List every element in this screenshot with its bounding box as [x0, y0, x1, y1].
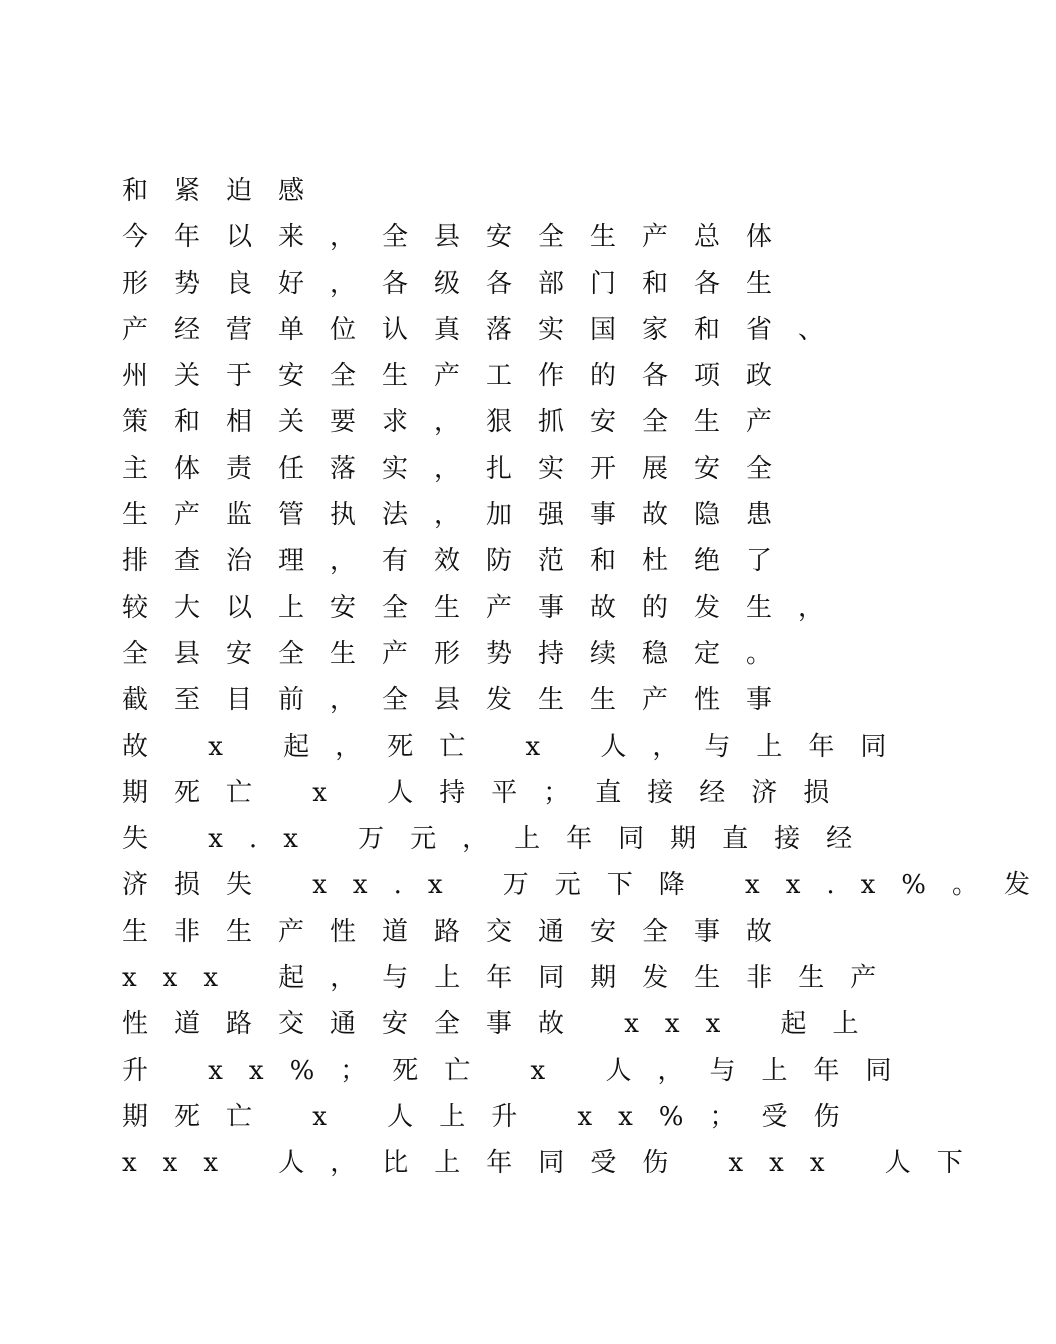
text-line: 较大以上安全生产事故的发生， — [122, 592, 851, 623]
text-line: 失 x.x 万元，上年同期直接经 — [122, 824, 879, 855]
text-line: 济损失 xx.x 万元下降 xx.x%。发 — [122, 870, 1056, 901]
text-line: xxx 起，与上年同期发生非生产 — [122, 963, 903, 994]
text-line: xxx 人，比上年同受伤 xxx 人下 — [122, 1148, 989, 1179]
text-line: 策和相关要求，狠抓安全生产 — [122, 407, 799, 438]
text-line: 生产监管执法，加强事故隐患 — [122, 500, 799, 531]
text-line: 故 x 起，死亡 x 人，与上年同 — [122, 731, 913, 762]
text-line: 今年以来，全县安全生产总体 — [122, 222, 799, 253]
text-line: 期死亡 x 人持平；直接经济损 — [122, 777, 856, 808]
text-line: 形势良好，各级各部门和各生 — [122, 268, 799, 299]
text-line: 州关于安全生产工作的各项政 — [122, 361, 799, 392]
text-line: 产经营单位认真落实国家和省、 — [122, 314, 851, 345]
body-text — [122, 168, 1056, 1187]
text-line: 期死亡 x 人上升 xx%；受伤 — [122, 1101, 866, 1132]
text-line: 生非生产性道路交通安全事故 — [122, 916, 799, 947]
text-line: 排查治理，有效防范和杜绝了 — [122, 546, 799, 577]
text-line: 全县安全生产形势持续稳定。 — [122, 638, 799, 669]
text-line: 主体责任落实，扎实开展安全 — [122, 453, 799, 484]
text-line: 和紧迫感 — [122, 176, 331, 206]
text-line: 性道路交通安全事故 xxx 起上 — [122, 1009, 885, 1040]
text-line: 升 xx%；死亡 x 人，与上年同 — [122, 1055, 918, 1086]
text-line: 截至目前，全县发生生产性事 — [122, 685, 799, 716]
